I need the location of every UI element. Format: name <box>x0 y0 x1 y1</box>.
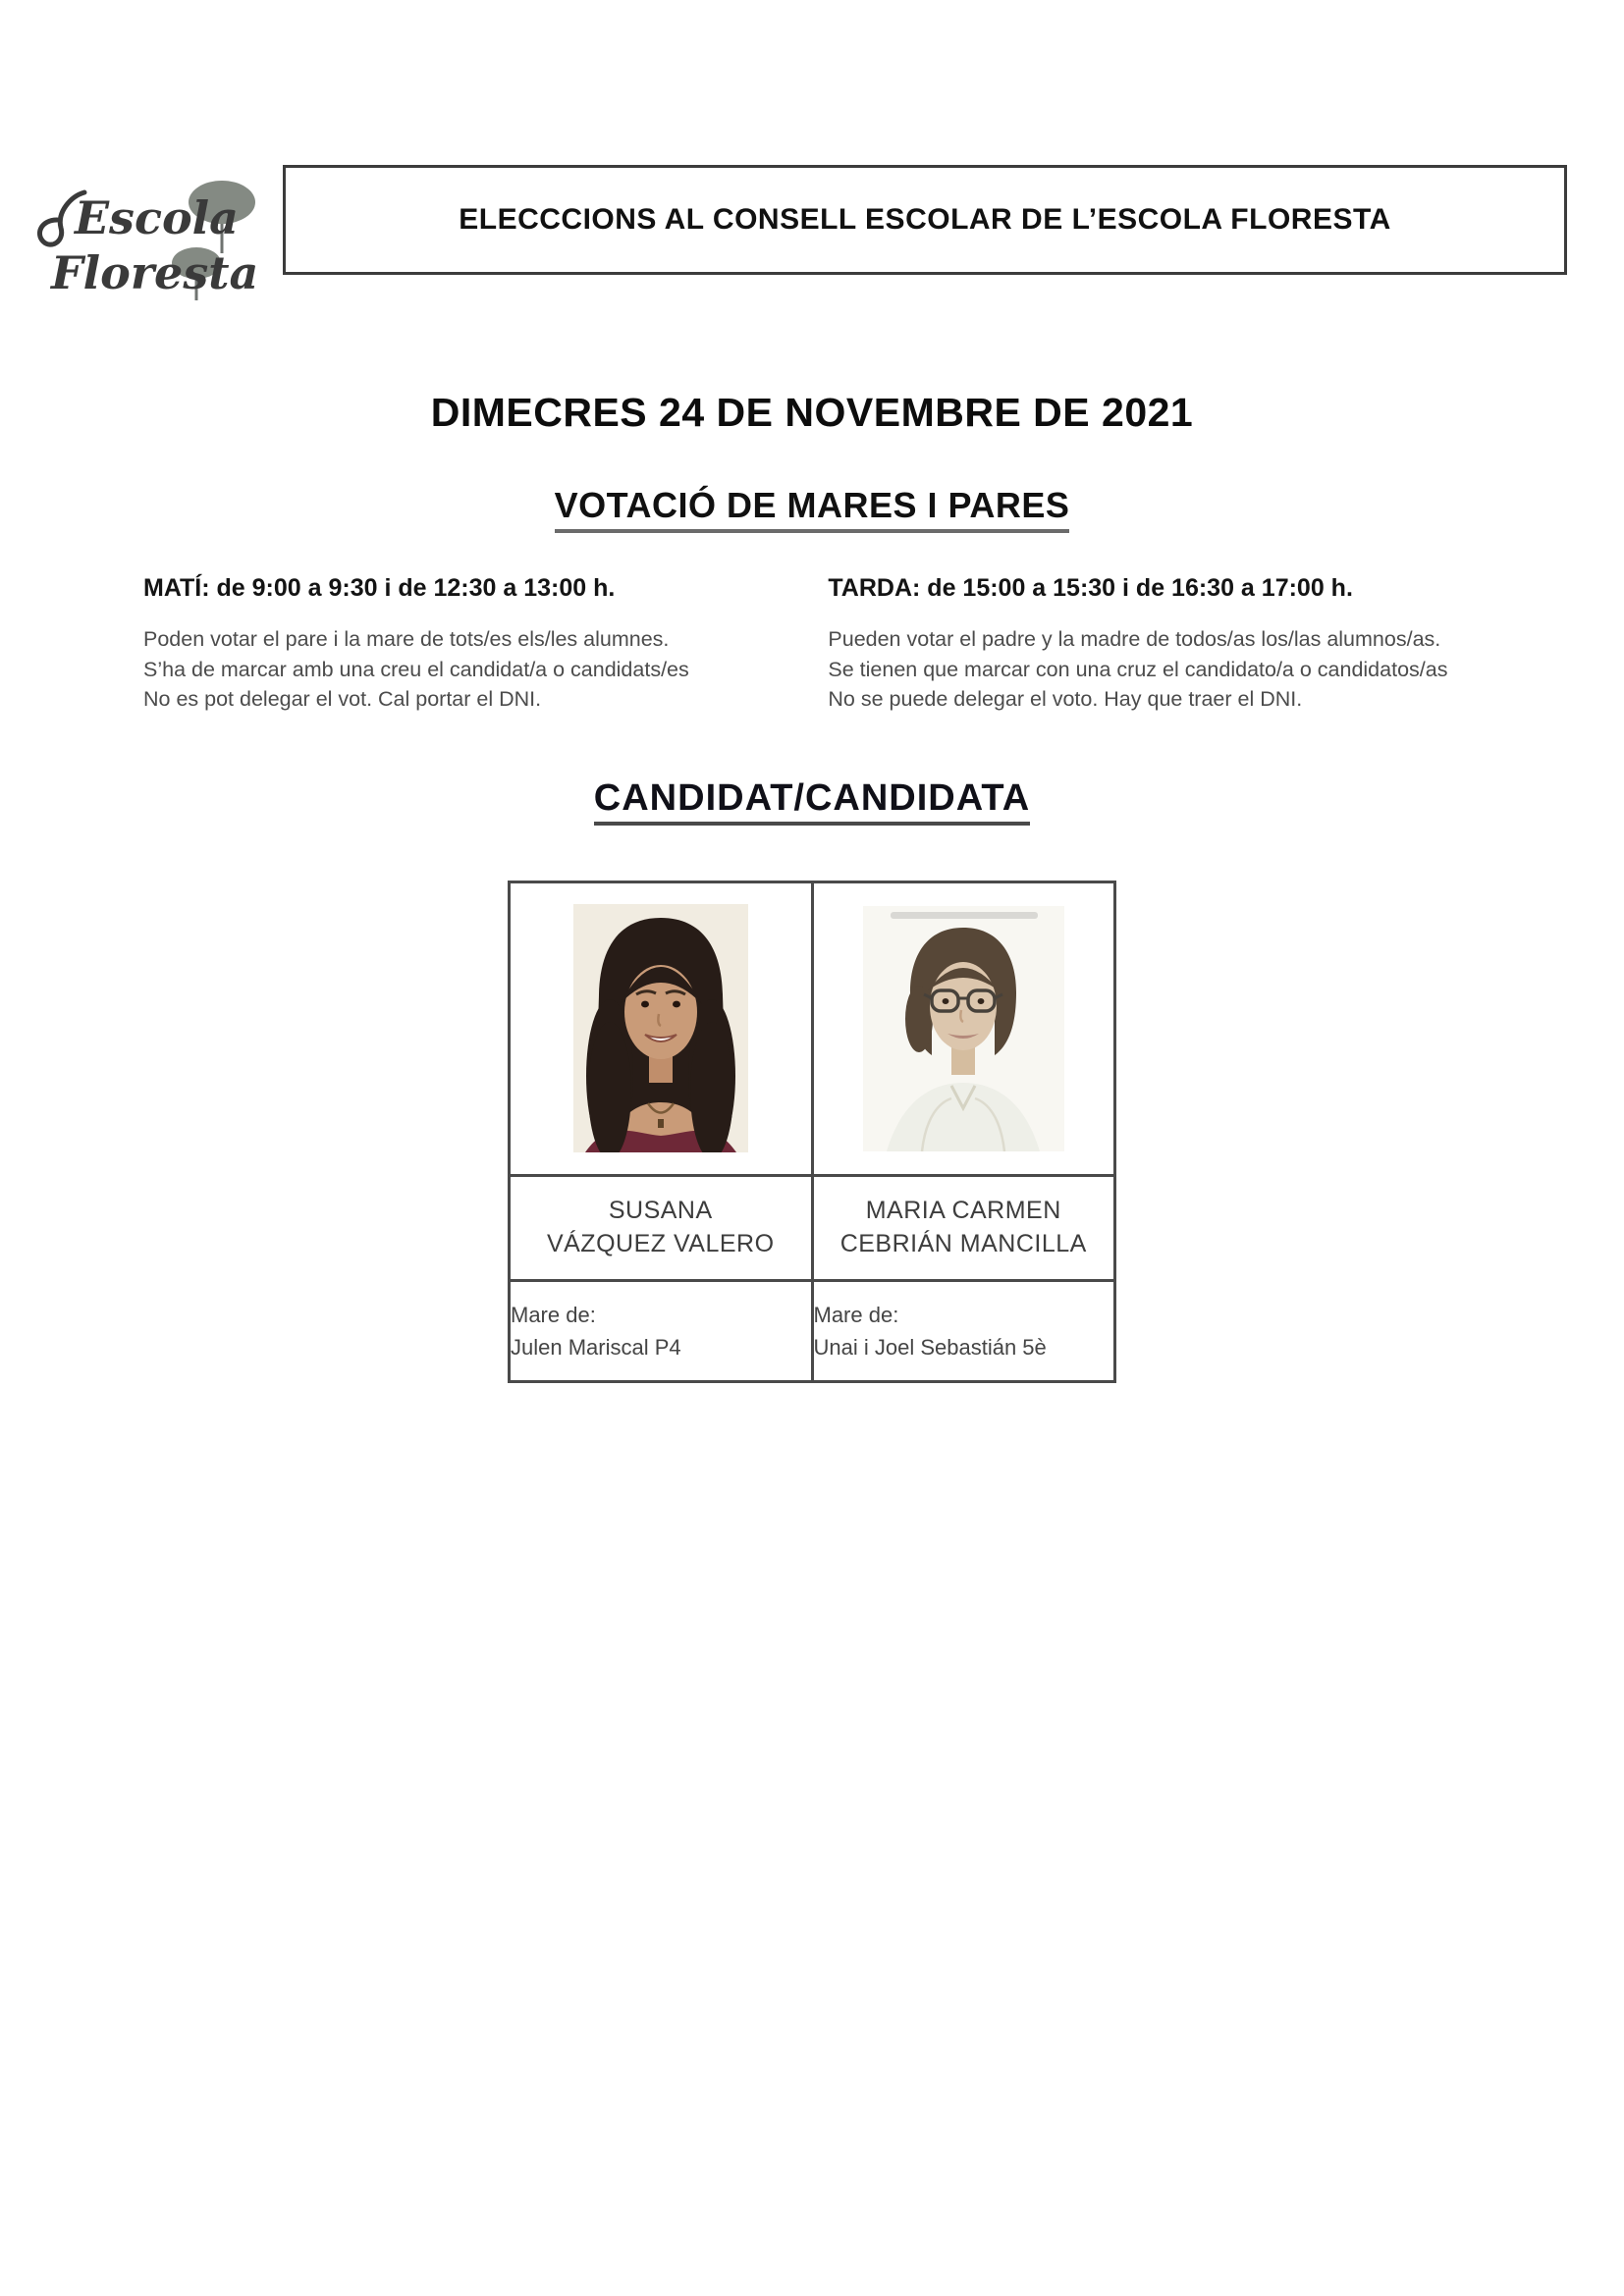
section-title-wrap <box>0 485 1624 533</box>
afternoon-rule-line: No se puede delegar el voto. Hay que traer el DNI. <box>828 687 1303 712</box>
escola-floresta-logo-icon <box>27 163 265 328</box>
candidate-name-line: VÁZQUEZ VALERO <box>546 1229 775 1257</box>
school-logo <box>27 163 265 333</box>
date-title: DIMECRES 24 DE NOVEMBRE DE 2021 <box>430 390 1194 435</box>
candidate-2-name-cell <box>812 1175 1115 1280</box>
relation-row <box>510 1280 1115 1381</box>
candidate-name-line: MARIA CARMEN <box>865 1196 1061 1224</box>
afternoon-rule-line: Pueden votar el padre y la madre de todos/as los/las alumnos/as. <box>828 627 1441 651</box>
header-box <box>283 165 1567 275</box>
relation-label: Mare de: <box>813 1302 899 1327</box>
candidate-2-relation-cell <box>812 1280 1115 1381</box>
header-title: ELECCCIONS AL CONSELL ESCOLAR DE L’ESCOLA FLORESTA <box>459 203 1391 236</box>
relation-value: Unai i Joel Sebastián 5è <box>813 1334 1047 1360</box>
afternoon-schedule-heading: TARDA: de 15:00 a 15:30 i de 16:30 a 17:00 h. <box>828 574 1353 602</box>
photo-row <box>510 881 1115 1175</box>
morning-rules-text <box>143 624 785 715</box>
morning-column <box>143 574 785 715</box>
name-row <box>510 1175 1115 1280</box>
logo-text-line1: Escola <box>75 191 239 244</box>
candidates-title: CANDIDAT/CANDIDATA <box>594 777 1030 826</box>
morning-rule-line: S’ha de marcar amb una creu el candidat/a o candidats/es <box>143 657 689 681</box>
candidate-2-photo <box>863 906 1064 1151</box>
afternoon-rule-line: Se tienen que marcar con una cruz el candidato/a o candidatos/as <box>828 657 1448 681</box>
section-title: VOTACIÓ DE MARES I PARES <box>555 485 1070 533</box>
relation-value: Julen Mariscal P4 <box>511 1334 681 1360</box>
candidate-name-line: CEBRIÁN MANCILLA <box>839 1229 1087 1257</box>
candidate-name-line: SUSANA <box>608 1196 713 1224</box>
candidate-1-photo <box>573 904 748 1152</box>
candidate-1-photo-cell <box>510 881 813 1175</box>
afternoon-rules-text <box>828 624 1508 715</box>
candidate-2-photo-cell <box>812 881 1115 1175</box>
candidates-table <box>508 881 1116 1383</box>
candidates-title-wrap <box>0 777 1624 826</box>
header-row <box>0 0 1624 333</box>
candidate-1-relation-cell <box>510 1280 813 1381</box>
morning-schedule-heading: MATÍ: de 9:00 a 9:30 i de 12:30 a 13:00 h. <box>143 574 616 602</box>
candidate-1-name-cell <box>510 1175 813 1280</box>
afternoon-column <box>828 574 1508 715</box>
voting-info-columns <box>0 574 1624 715</box>
logo-text-line2: Floresta <box>51 246 259 299</box>
morning-rule-line: No es pot delegar el vot. Cal portar el DNI. <box>143 687 542 712</box>
morning-rule-line: Poden votar el pare i la mare de tots/es els/les alumnes. <box>143 627 670 651</box>
relation-label: Mare de: <box>511 1302 596 1327</box>
